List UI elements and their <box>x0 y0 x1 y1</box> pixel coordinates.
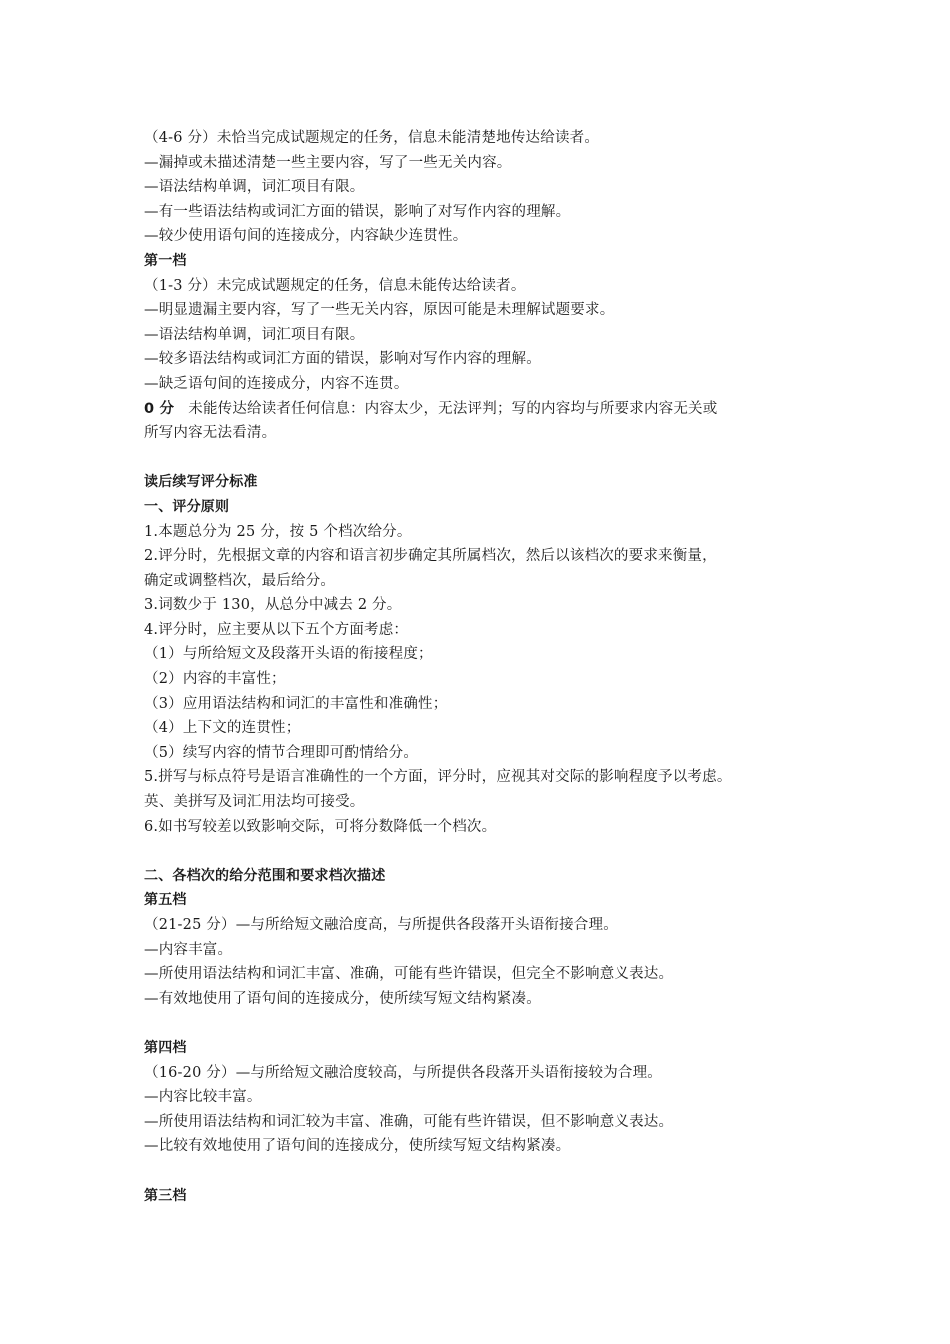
spacer <box>144 839 824 864</box>
spacer <box>144 1159 824 1184</box>
tier5-line: —内容丰富。 <box>144 941 233 958</box>
principle-line: 6.如书写较差以致影响交际，可将分数降低一个档次。 <box>144 818 497 835</box>
tier2-line: —有一些语法结构或词汇方面的错误，影响了对写作内容的理解。 <box>144 203 571 220</box>
tier4-line: —内容比较丰富。 <box>144 1089 262 1106</box>
tier5-line: —有效地使用了语句间的连接成分，使所续写短文结构紧凑。 <box>144 990 541 1007</box>
tier2-line: —较少使用语句间的连接成分，内容缺少连贯性。 <box>144 228 468 245</box>
principle-line: 2.评分时，先根据文章的内容和语言初步确定其所属档次，然后以该档次的要求来衡量， <box>144 548 717 565</box>
tier1-heading: 第一档 <box>144 252 187 269</box>
tier2-line: —语法结构单调，词汇项目有限。 <box>144 179 365 196</box>
principle-line: （2）内容的丰富性； <box>144 671 286 688</box>
tier1-line: —语法结构单调，词汇项目有限。 <box>144 326 365 343</box>
tier5-heading: 第五档 <box>144 892 187 909</box>
spacer <box>144 446 824 471</box>
tier1-line: —明显遗漏主要内容，写了一些无关内容，原因可能是未理解试题要求。 <box>144 302 615 319</box>
principle-line: （1）与所给短文及段落开头语的衔接程度； <box>144 646 433 663</box>
principle-line: 确定或调整档次，最后给分。 <box>144 572 336 589</box>
part1-heading: 一、评分原则 <box>144 498 230 515</box>
principle-line: （3）应用语法结构和词汇的丰富性和准确性； <box>144 695 448 712</box>
tier2-line: —漏掉或未描述清楚一些主要内容，写了一些无关内容。 <box>144 154 512 171</box>
tier5-line: （21-25 分）—与所给短文融洽度高，与所提供各段落开头语衔接合理。 <box>144 917 618 933</box>
tier4-line: —所使用语法结构和词汇较为丰富、准确，可能有些许错误，但不影响意义表达。 <box>144 1113 674 1130</box>
tier4-line: —比较有效地使用了语句间的连接成分，使所续写短文结构紧凑。 <box>144 1138 571 1155</box>
principle-line: （5）续写内容的情节合理即可酌情给分。 <box>144 744 419 761</box>
zero-score-continuation: 所写内容无法看清。 <box>144 425 277 442</box>
principle-line: （4）上下文的连贯性； <box>144 720 301 737</box>
section-title: 读后续写评分标准 <box>144 474 258 491</box>
part2-heading: 二、各档次的给分范围和要求档次描述 <box>144 867 386 884</box>
principle-line: 英、美拼写及词汇用法均可接受。 <box>144 794 365 811</box>
zero-score-label: 0 分 <box>144 400 175 417</box>
tier1-line: —缺乏语句间的连接成分，内容不连贯。 <box>144 375 409 392</box>
tier4-line: （16-20 分）—与所给短文融洽度较高，与所提供各段落开头语衔接较为合理。 <box>144 1064 663 1081</box>
principle-line: 3.词数少于 130，从总分中减去 2 分。 <box>144 597 402 614</box>
spacer <box>144 1011 824 1036</box>
principle-line: 5.拼写与标点符号是语言准确性的一个方面，评分时，应视其对交际的影响程度予以考虑。 <box>144 769 732 786</box>
principle-line: 1.本题总分为 25 分，按 5 个档次给分。 <box>144 523 412 540</box>
zero-score-text: 未能传达给读者任何信息：内容太少，无法评判；写的内容均与所要求内容无关或 <box>188 400 718 417</box>
document-page <box>144 126 824 1208</box>
tier1-line: （1-3 分）未完成试题规定的任务，信息未能传达给读者。 <box>144 277 526 294</box>
tier1-line: —较多语法结构或词汇方面的错误，影响对写作内容的理解。 <box>144 351 541 368</box>
tier2-line: （4-6 分）未恰当完成试题规定的任务，信息未能清楚地传达给读者。 <box>144 130 600 146</box>
tier5-line: —所使用语法结构和词汇丰富、准确，可能有些许错误，但完全不影响意义表达。 <box>144 966 674 983</box>
principle-line: 4.评分时，应主要从以下五个方面考虑： <box>144 621 409 638</box>
tier3-heading: 第三档 <box>144 1187 187 1204</box>
tier4-heading: 第四档 <box>144 1039 187 1056</box>
zero-score-line <box>144 397 824 422</box>
